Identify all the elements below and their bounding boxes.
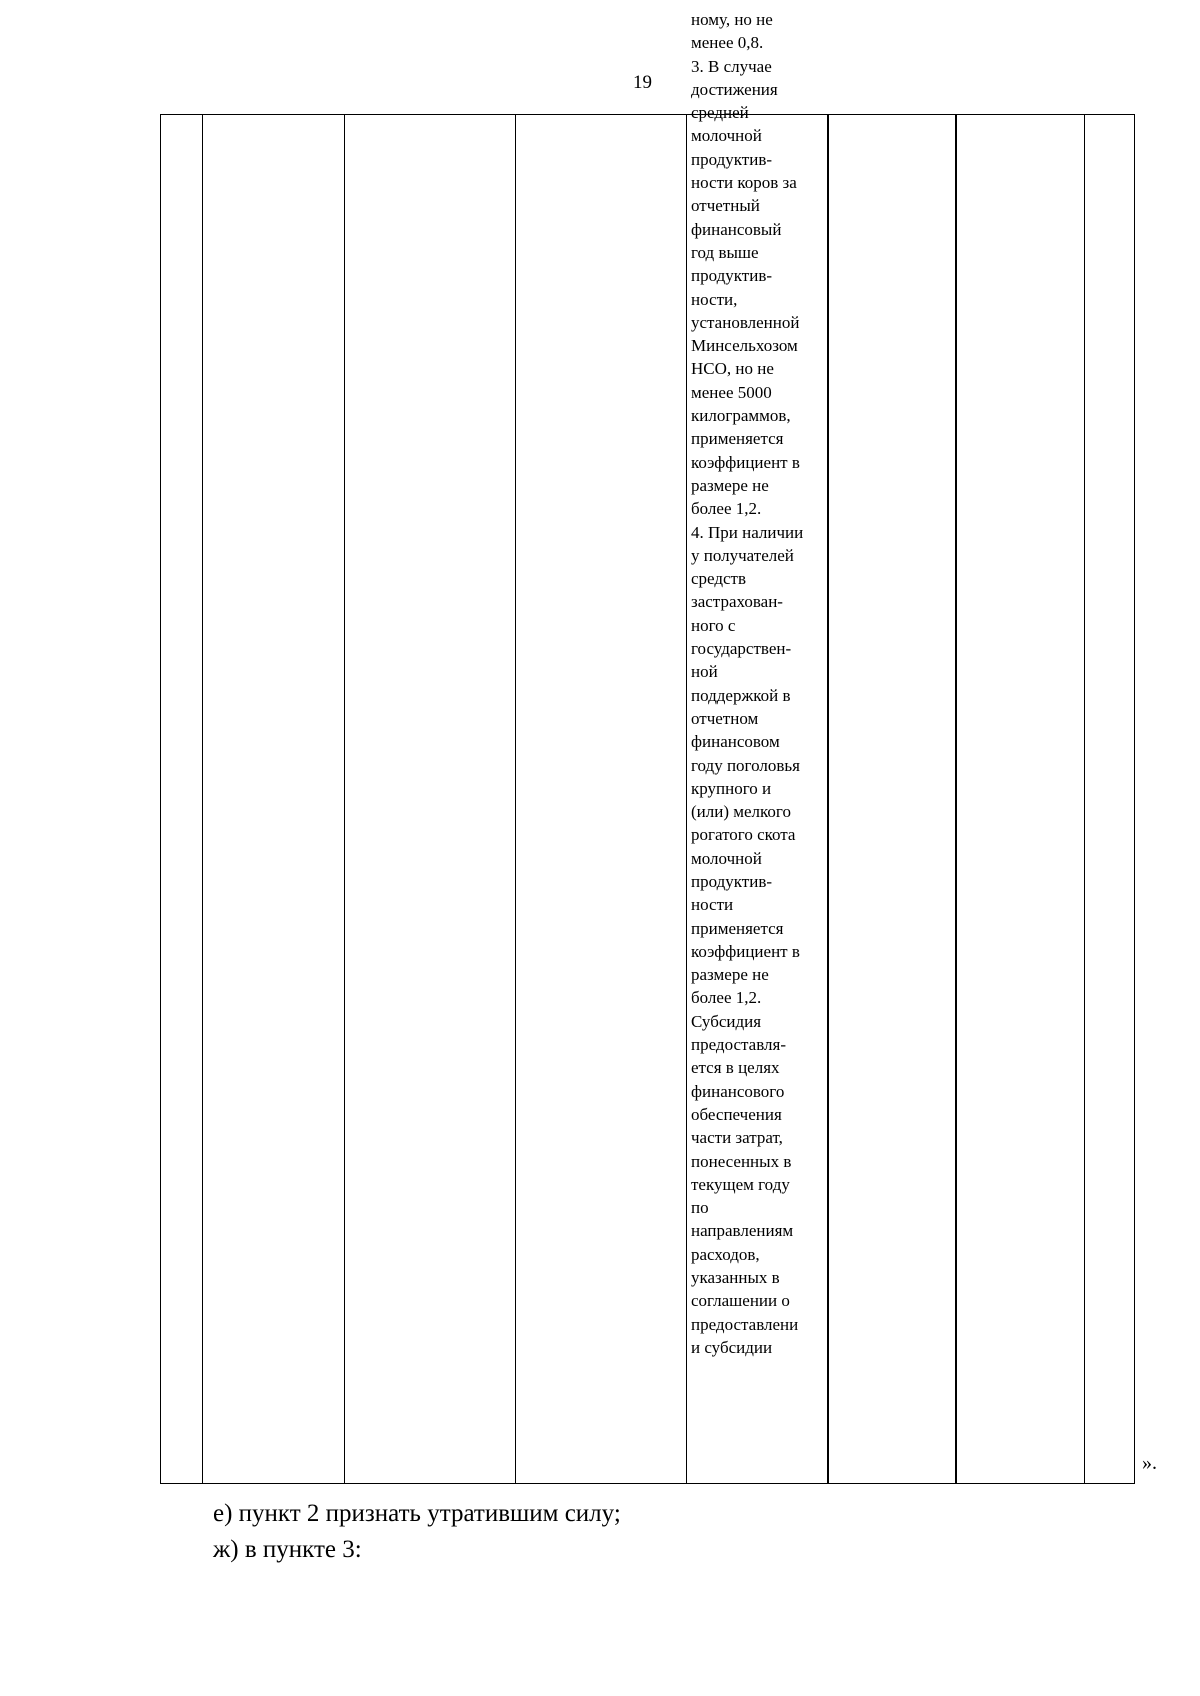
table-cell-text: ному, но не менее 0,8. 3. В случае достижения средней молочной продуктив- ности коров за отчетный финансовый год выше продуктив- ности, установленной Минсельхозом НСО, но не менее 5000 килограммов, применяется коэффициент в размере не более 1,2. 4. При наличии у получателей средств застрахован- ного с государствен- ной поддержкой в отчетном финансовом году поголовья крупного и (или) мелкого рогатого скота молочной продуктив- ности применяется коэффициент в размере не более 1,2. Субсидия предоставля- ется в целях финансового обеспечения части затрат, понесенных в текущем году по направлениям расходов, указанных в соглашении о предоставлени и субсидии: [691, 10, 804, 1357]
table-column-divider: [202, 115, 203, 1483]
table-column-divider: [1084, 115, 1085, 1483]
paragraph-item-e: е) пункт 2 признать утратившим силу;: [213, 1500, 621, 1527]
page-number: 19: [633, 72, 652, 93]
paragraph-item-zh: ж) в пункте 3:: [213, 1536, 362, 1563]
closing-quote: ».: [1142, 1452, 1157, 1474]
document-table: [160, 114, 1135, 1484]
table-column-divider: [344, 115, 345, 1483]
table-column-divider: [956, 115, 957, 1483]
table-column-divider: [686, 115, 687, 1483]
table-column-divider: [515, 115, 516, 1483]
table-column-divider: [955, 115, 956, 1483]
